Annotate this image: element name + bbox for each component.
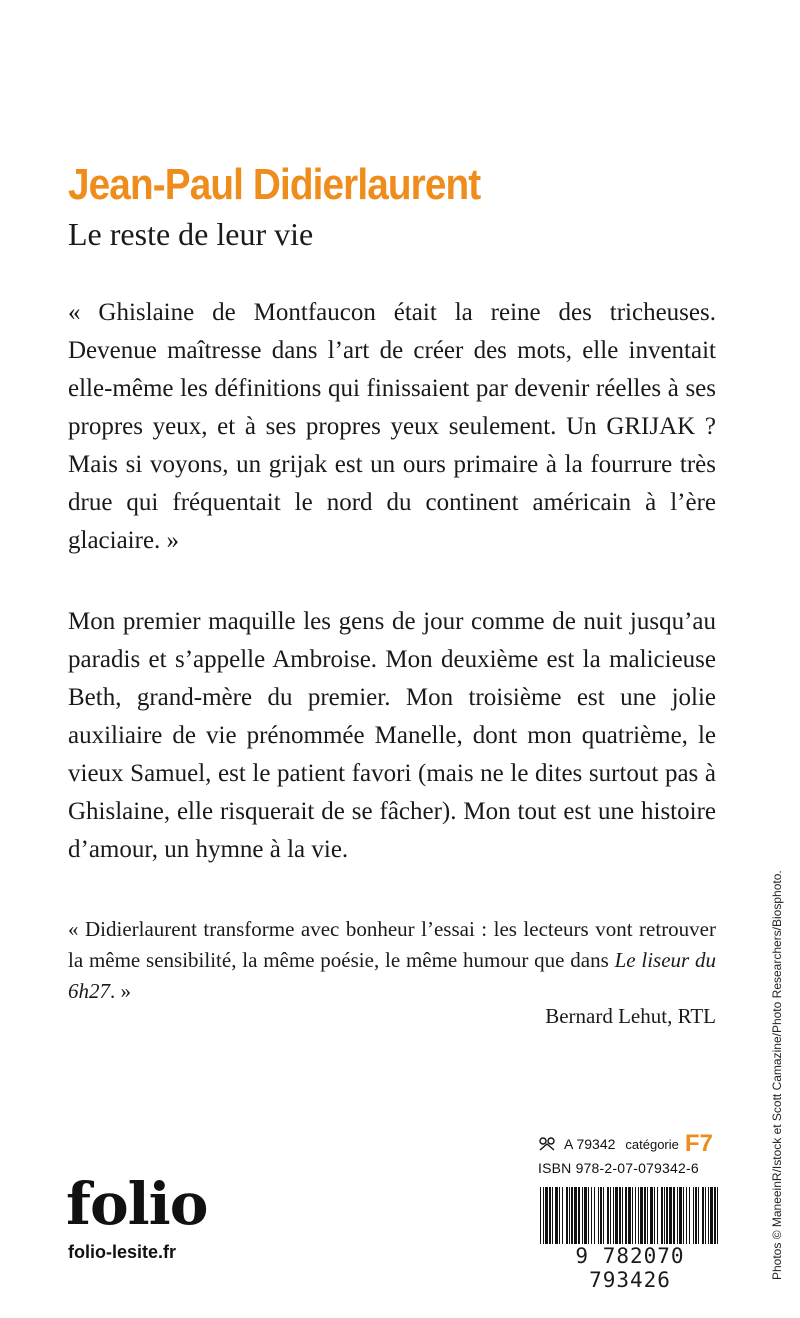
barcode-bar (569, 1187, 570, 1247)
catalog-row (538, 1130, 724, 1158)
barcode-bar (705, 1187, 706, 1247)
barcode-bar (635, 1187, 636, 1247)
barcode-bar (710, 1187, 713, 1247)
barcode-bar (559, 1187, 560, 1247)
category-label: catégorie (625, 1136, 679, 1152)
barcode-bar (664, 1187, 665, 1247)
barcode-bar (562, 1187, 563, 1247)
folio-logo: folio (66, 1170, 208, 1238)
barcode-number: 9 782070 793426 (538, 1244, 722, 1292)
barcode-bar (603, 1187, 604, 1247)
category-badge: F7 (684, 1130, 713, 1157)
barcode-bar (588, 1187, 589, 1247)
barcode-bar (632, 1187, 633, 1247)
catalog-code: A 79342 (564, 1136, 616, 1152)
review-quote (68, 914, 716, 1007)
book-metadata (538, 1130, 724, 1176)
barcode-bar (571, 1187, 573, 1247)
isbn: ISBN 978-2-07-079342-6 (538, 1160, 699, 1176)
barcode-bar (613, 1187, 614, 1247)
barcode-bar (647, 1187, 648, 1247)
barcode-bar (640, 1187, 643, 1247)
barcode-bar (549, 1187, 551, 1247)
barcode-bar (615, 1187, 618, 1247)
blurb-paragraph-1 (68, 294, 716, 560)
publisher-emblem-icon (538, 1137, 556, 1151)
barcode (538, 1187, 722, 1249)
barcode-bar (654, 1187, 655, 1247)
blurb-paragraph-2: Mon premier maquille les gens de jour comme de nuit jusqu’au paradis et s’appelle Ambroise. Mon deuxième est la malicieuse Beth, grand-mère du premier. Mon troisième est une jolie auxiliaire de vie prénommée Manelle, dont mon quatrième, le vieux Samuel, est le patient favori (mais ne le dites surtout pas à Ghislaine, elle risquerait de se fâcher). Mon tout est une histoire d’amour, un hymne à la vie. (68, 608, 716, 863)
blurb-p1-text-end: ? Mais si voyons, un grijak est un ours primaire à la fourrure très drue qui fréquentait le nord du continent américain à l’ère glaciaire. » (68, 413, 716, 554)
barcode-bar (650, 1187, 653, 1247)
barcode-bar (695, 1187, 697, 1247)
barcode-bar (543, 1187, 544, 1247)
barcode-bar (698, 1187, 699, 1247)
barcode-bar (714, 1187, 716, 1247)
publisher-website: folio-lesite.fr (68, 1242, 177, 1262)
barcode-bar (686, 1187, 687, 1247)
barcode-bar (540, 1187, 541, 1247)
blurb-p1-text-start: « Ghislaine de Montfaucon était la reine des tricheuses. Devenue maîtresse dans l’art de créer des mots, elle inventait elle-même les définitions qui finissaient par devenir réelles à ses propres yeux, et à ses propres yeux seulement. Un (68, 299, 716, 440)
barcode-bar (628, 1187, 631, 1247)
barcode-bar (591, 1187, 592, 1247)
barcode-bar (644, 1187, 646, 1247)
barcode-bar (552, 1187, 553, 1247)
blurb-p1-keyword: GRIJAK (606, 413, 696, 440)
review-attribution: Bernard Lehut, RTL (545, 1004, 716, 1028)
barcode-bar (708, 1187, 709, 1247)
barcode-bar (607, 1187, 609, 1247)
barcode-bar (702, 1187, 704, 1247)
barcode-bar (610, 1187, 611, 1247)
barcode-bar (578, 1187, 580, 1247)
barcode-bar (594, 1187, 595, 1247)
barcode-bar (689, 1187, 690, 1247)
barcode-bar (717, 1187, 718, 1247)
barcode-bar (584, 1187, 587, 1247)
review-quote-book-title: Le liseur du 6h27 (68, 948, 716, 1003)
barcode-bar (545, 1187, 548, 1247)
barcode-bar (677, 1187, 678, 1247)
barcode-bar (679, 1187, 682, 1247)
barcode-bar (555, 1187, 558, 1247)
photo-credits: Photos © ManeeinR/Istock et Scott Camazine/Photo Researchers/Biosphoto. (770, 870, 784, 1280)
book-title: Le reste de leur vie (68, 216, 314, 252)
barcode-bar (574, 1187, 577, 1247)
barcode-bar (657, 1187, 658, 1247)
review-quote-end: . » (110, 979, 131, 1003)
barcode-bar (619, 1187, 621, 1247)
barcode-bar (638, 1187, 639, 1247)
barcode-bar (673, 1187, 675, 1247)
barcode-bar (600, 1187, 602, 1247)
author-name: Jean-Paul Didierlaurent (68, 160, 481, 209)
review-quote-start: « Didierlaurent transforme avec bonheur l’essai : les lecteurs vont retrouver la même sensibilité, la même poésie, le même humour que dans (68, 917, 716, 972)
barcode-bar (666, 1187, 668, 1247)
barcode-bar (598, 1187, 599, 1247)
barcode-bar (693, 1187, 694, 1247)
barcode-bar (683, 1187, 684, 1247)
barcode-bar (622, 1187, 623, 1247)
barcode-bar (661, 1187, 663, 1247)
barcode-bar (625, 1187, 627, 1247)
barcode-bar (669, 1187, 672, 1247)
barcode-bar (566, 1187, 568, 1247)
barcode-bar (582, 1187, 583, 1247)
